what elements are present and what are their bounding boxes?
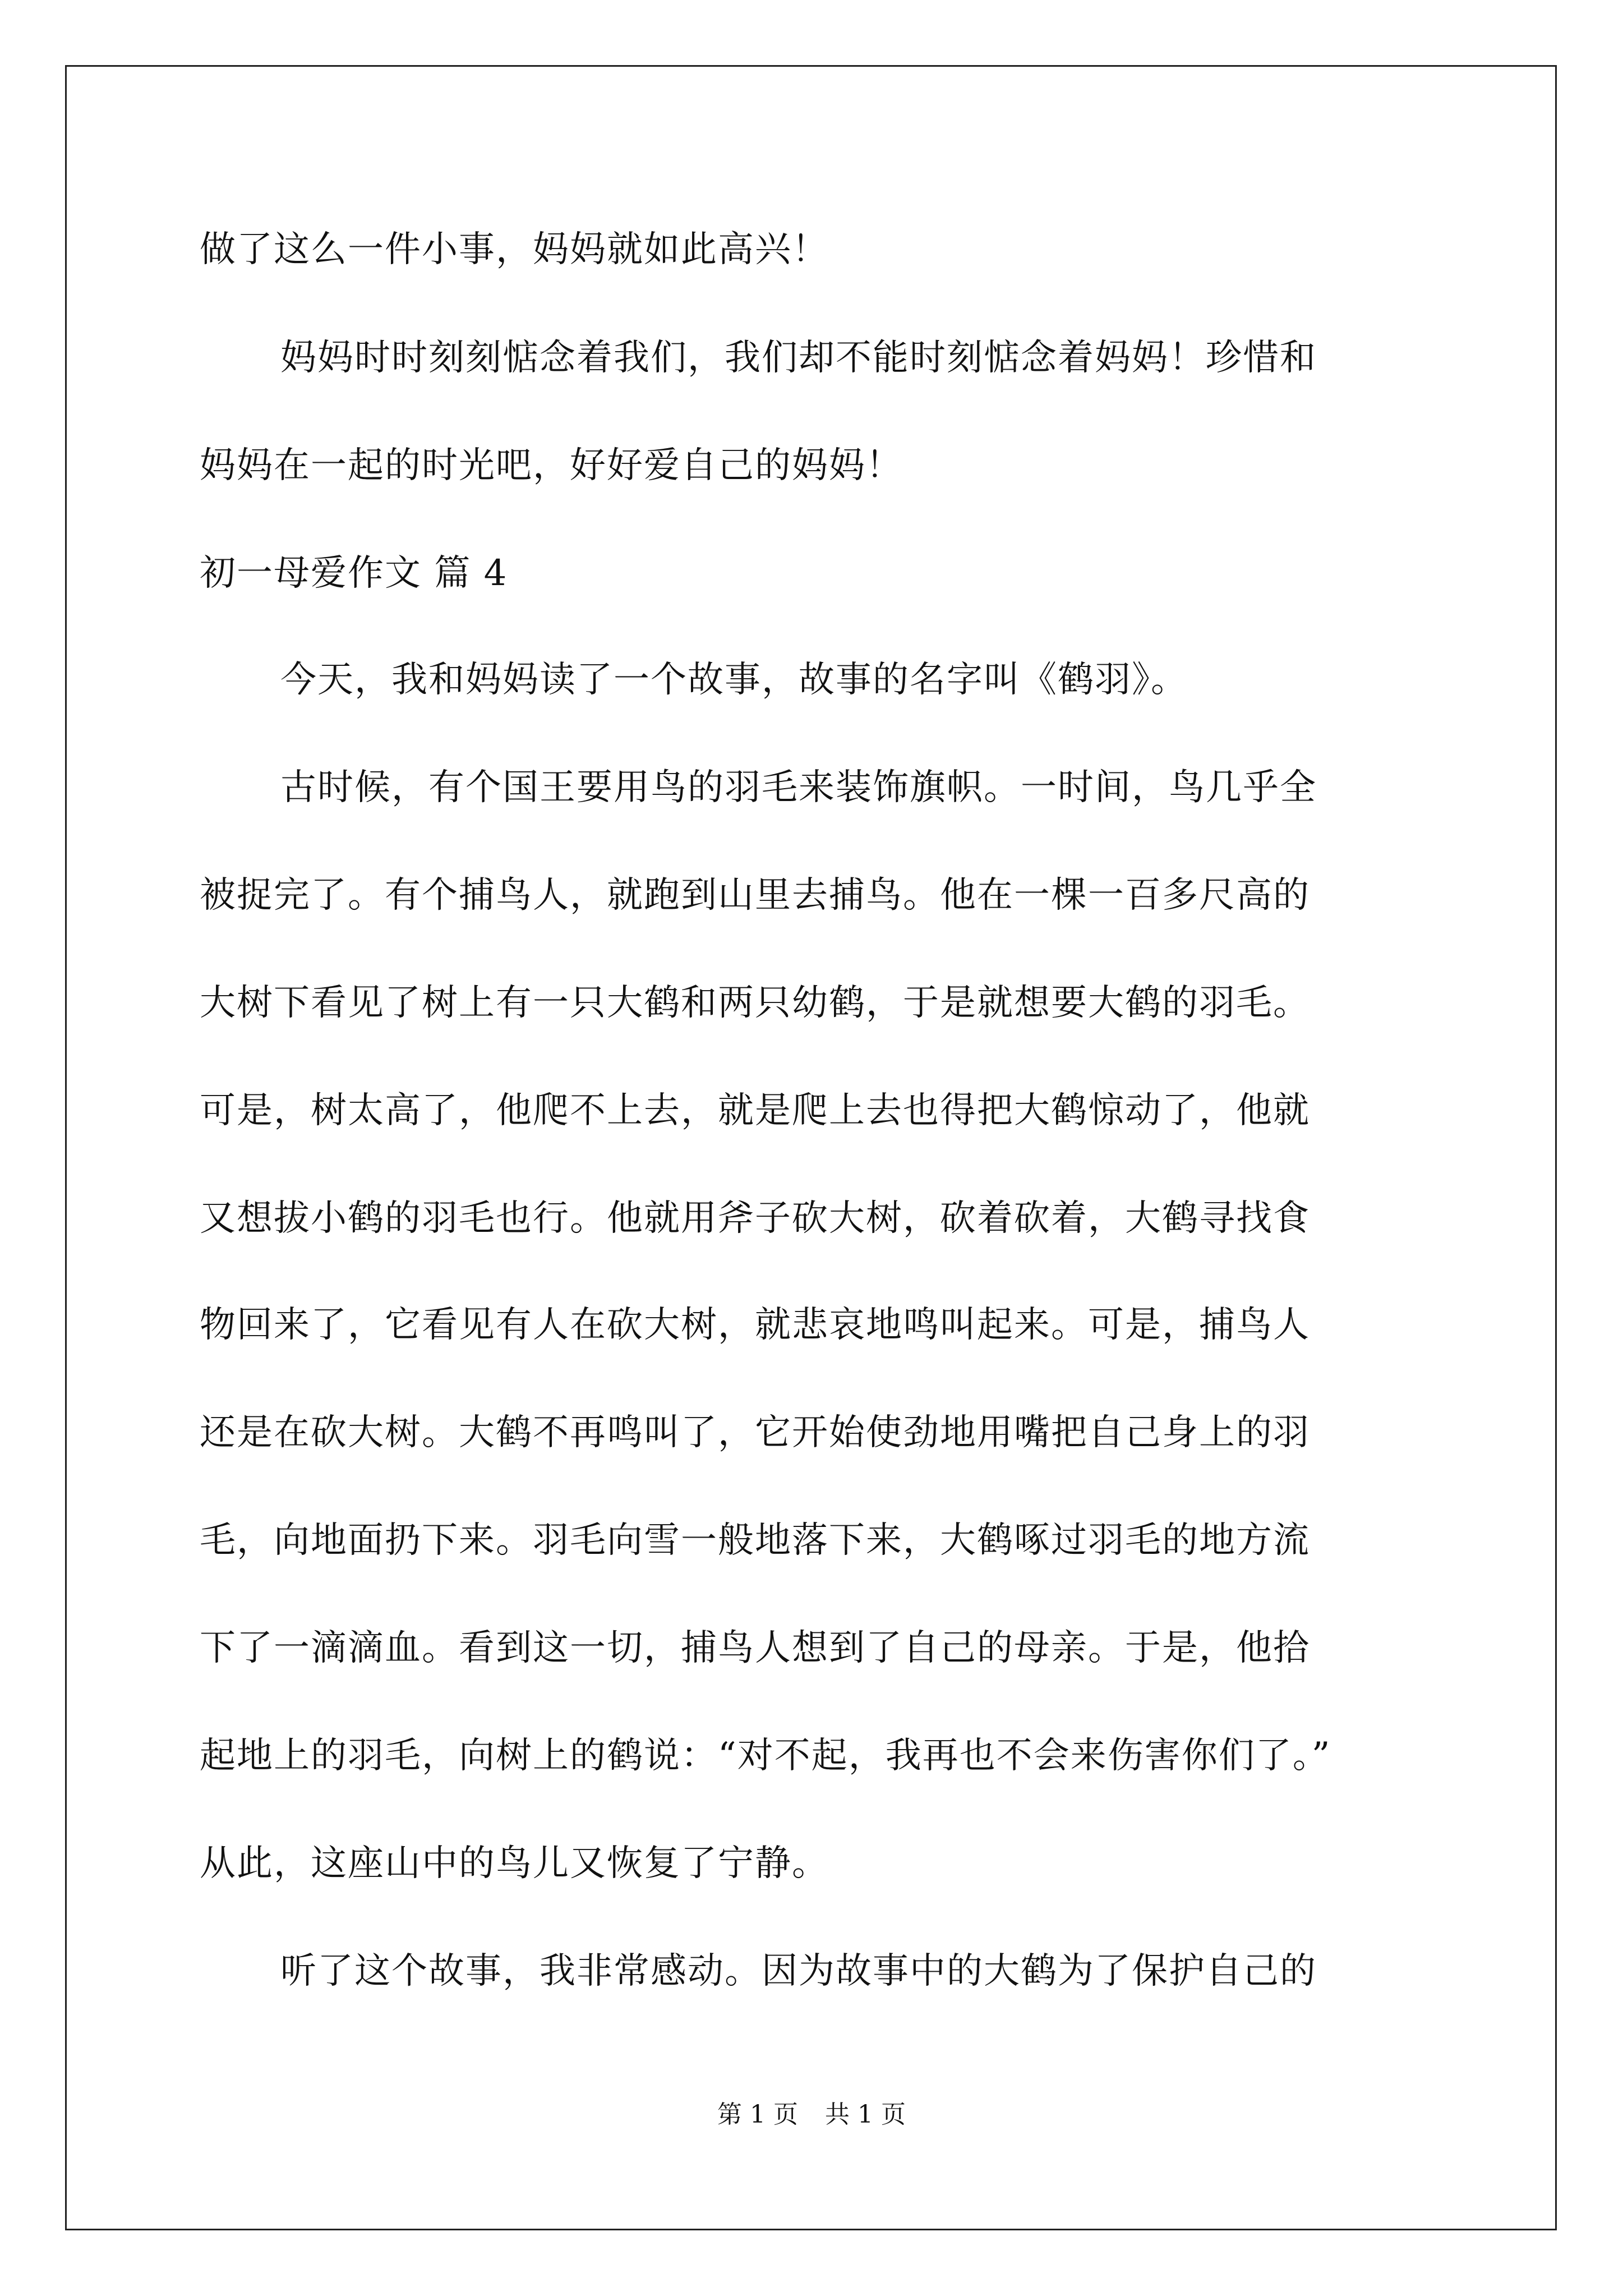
text-line: 起地上的羽毛，向树上的鹤说：“对不起，我再也不会来伤害你们了。” — [200, 1735, 1331, 1777]
text-line: 又想拔小鹤的羽毛也行。他就用斧子砍大树，砍着砍着，大鹤寻找食 — [200, 1198, 1310, 1239]
page-border — [65, 65, 1557, 2230]
text-line: 做了这么一件小事，妈妈就如此高兴！ — [200, 229, 829, 270]
section-heading: 初一母爱作文 篇 4 — [200, 553, 508, 594]
page-total: 共 1 页 — [825, 2100, 906, 2129]
text-line: 大树下看见了树上有一只大鹤和两只幼鹤，于是就想要大鹤的羽毛。 — [200, 982, 1310, 1024]
text-line: 古时候，有个国王要用鸟的羽毛来装饰旗帜。一时间，鸟几乎全 — [280, 767, 1317, 808]
text-line: 可是，树太高了，他爬不上去，就是爬上去也得把大鹤惊动了，他就 — [200, 1090, 1310, 1131]
text-line: 妈妈时时刻刻惦念着我们，我们却不能时刻惦念着妈妈！珍惜和 — [280, 337, 1317, 379]
text-line: 下了一滴滴血。看到这一切，捕鸟人想到了自己的母亲。于是，他拾 — [200, 1627, 1310, 1669]
text-line: 物回来了，它看见有人在砍大树，就悲哀地鸣叫起来。可是，捕鸟人 — [200, 1304, 1310, 1346]
text-line: 还是在砍大树。大鹤不再鸣叫了，它开始使劲地用嘴把自己身上的羽 — [200, 1412, 1310, 1453]
page-number: 第 1 页 — [717, 2100, 798, 2129]
page-footer — [0, 2099, 1623, 2131]
text-line: 听了这个故事，我非常感动。因为故事中的大鹤为了保护自己的 — [280, 1950, 1317, 1992]
text-line: 被捉完了。有个捕鸟人，就跑到山里去捕鸟。他在一棵一百多尺高的 — [200, 875, 1310, 916]
text-line: 今天，我和妈妈读了一个故事，故事的名字叫《鹤羽》。 — [280, 659, 1188, 701]
text-line: 妈妈在一起的时光吧，好好爱自己的妈妈！ — [200, 445, 903, 486]
text-line: 毛，向地面扔下来。羽毛向雪一般地落下来，大鹤啄过羽毛的地方流 — [200, 1520, 1310, 1561]
text-line: 从此，这座山中的鸟儿又恢复了宁静。 — [200, 1843, 829, 1884]
